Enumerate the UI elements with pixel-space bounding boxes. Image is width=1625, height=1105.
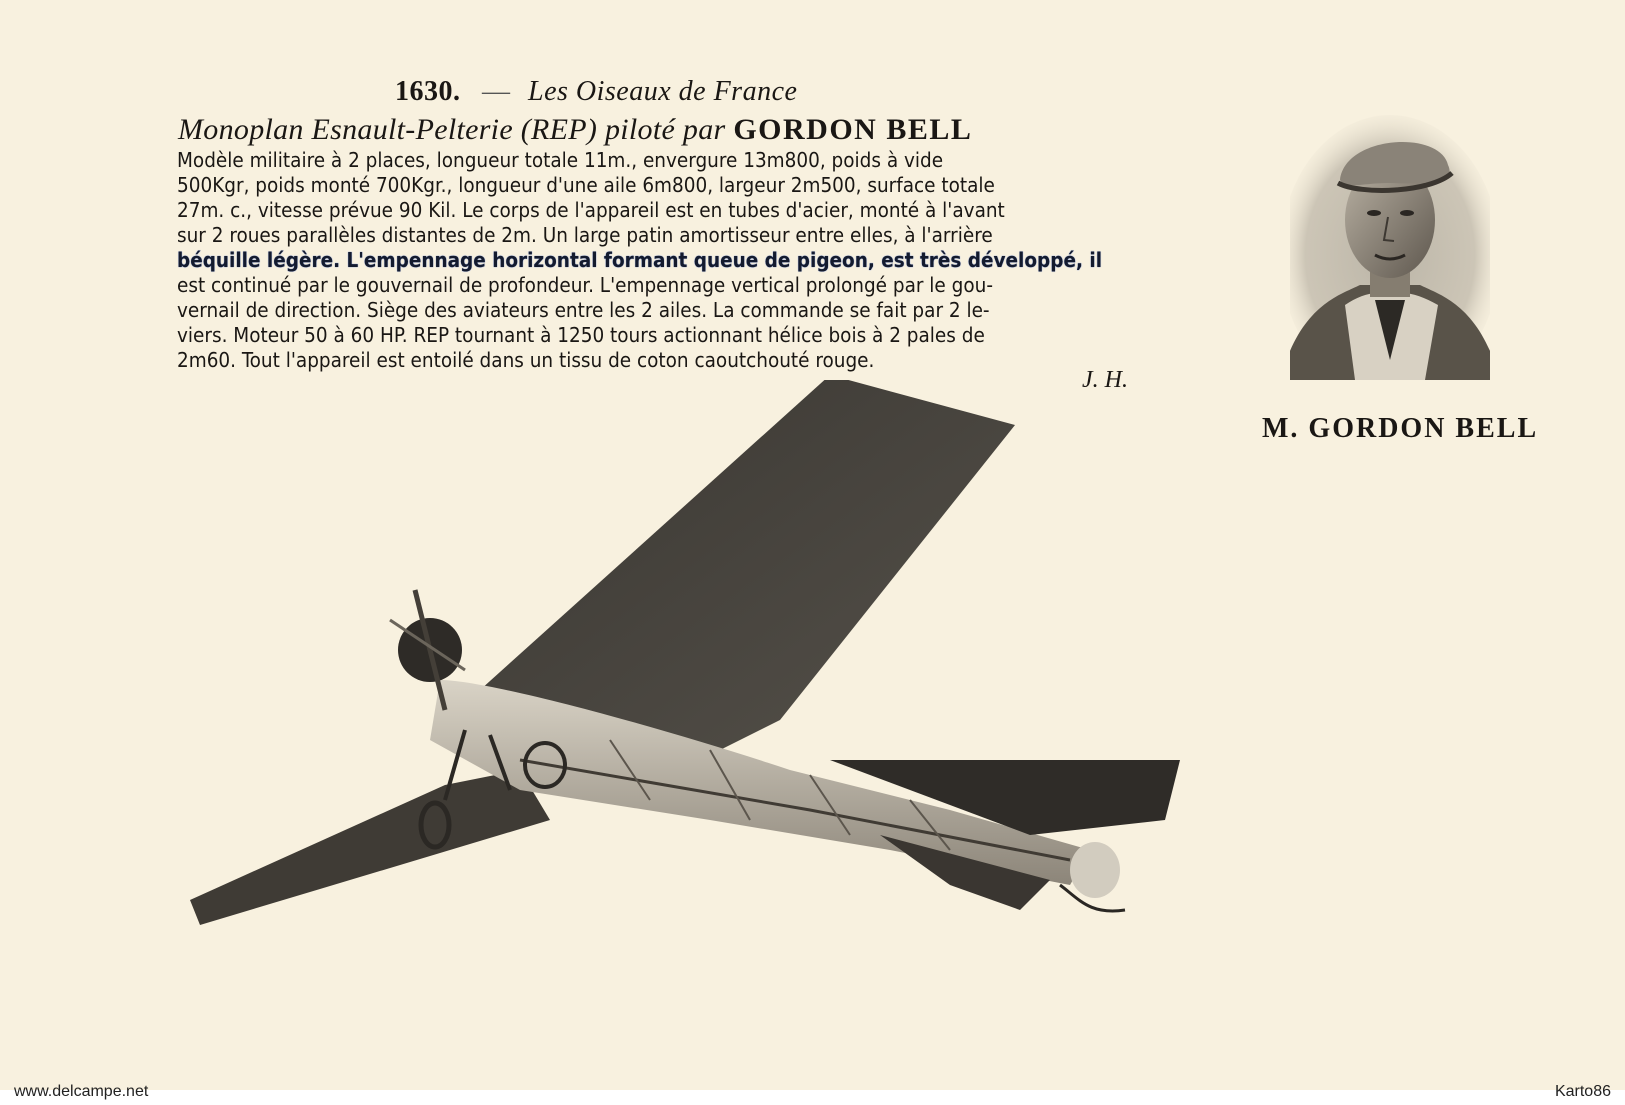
description-line: 2m60. Tout l'appareil est entoilé dans un tissu de coton caoutchouté rouge. (177, 348, 875, 372)
description-line: est continué par le gouvernail de profondeur. L'empennage vertical prolongé par le gou- (177, 273, 993, 297)
pilot-portrait (1290, 105, 1490, 380)
monoplane-photo (190, 380, 1240, 960)
description-line: 27m. c., vitesse prévue 90 Kil. Le corps de l'appareil est en tubes d'acier, monté à l'avant (177, 198, 1005, 222)
card-number: 1630. (395, 76, 461, 107)
description-line: vernail de direction. Siège des aviateurs entre les 2 ailes. La commande se fait par 2 le- (177, 298, 990, 322)
description-line: 500Kgr, poids monté 700Kgr., longueur d'une aile 6m800, largeur 2m500, surface totale (177, 173, 995, 197)
title-prefix: Monoplan Esnault-Pelterie (REP) piloté par (178, 113, 726, 146)
description-line: Modèle militaire à 2 places, longueur totale 11m., envergure 13m800, poids à vide (177, 148, 944, 172)
source-watermark: www.delcampe.net (14, 1083, 149, 1100)
description-line: sur 2 roues parallèles distantes de 2m. Un large patin amortisseur entre elles, à l'arrière (177, 223, 993, 247)
series-title: Les Oiseaux de France (528, 76, 798, 107)
description-line: viers. Moteur 50 à 60 HP. REP tournant à 1250 tours actionnant hélice bois à 2 pales de (177, 323, 985, 347)
card-title (178, 113, 972, 147)
watermark-bar (0, 1090, 1625, 1105)
header-dash: — (482, 76, 511, 107)
description-line: béquille légère. L'empennage horizontal formant queue de pigeon, est très développé, il (177, 248, 1103, 272)
series-header (395, 76, 797, 108)
author-signature: J. H. (1082, 367, 1128, 393)
portrait-caption: M. GORDON BELL (1262, 413, 1539, 444)
title-pilot: GORDON BELL (733, 113, 973, 146)
seller-watermark: Karto86 (1554, 1083, 1611, 1100)
description-text (177, 148, 1117, 373)
